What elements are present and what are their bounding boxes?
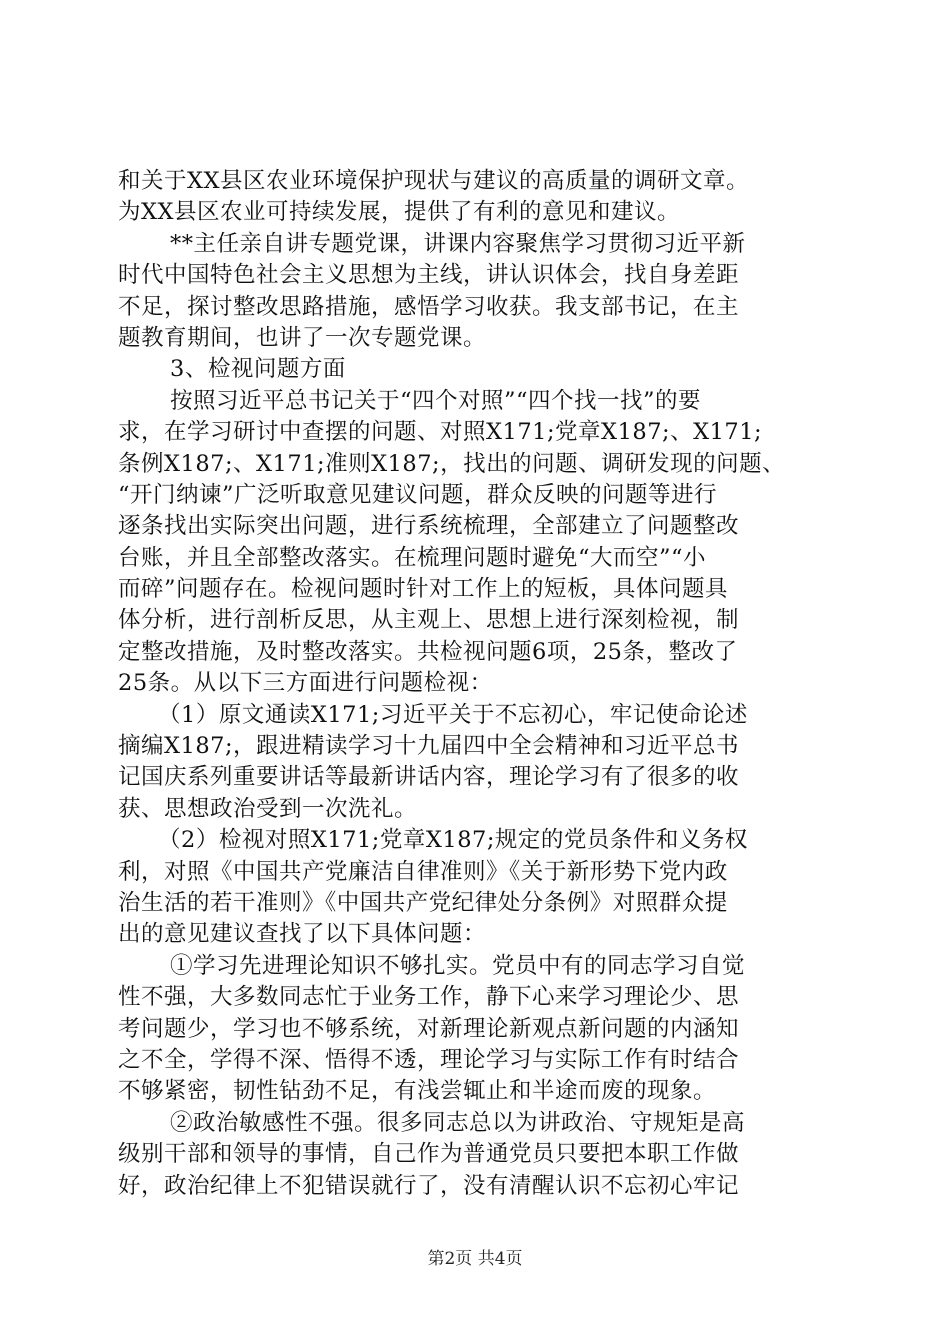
text-line: 按照习近平总书记关于“四个对照”“四个找一找”的要 <box>170 387 702 414</box>
page-footer: 第2页 共4页 <box>427 1249 523 1269</box>
text-line: 题教育期间，也讲了一次专题党课。 <box>118 324 487 351</box>
text-line: 性不强，大多数同志忙于业务工作，静下心来学习理论少、思 <box>118 984 740 1011</box>
text-line: 不足，探讨整改思路措施，感悟学习收获。我支部书记，在主 <box>118 293 740 320</box>
text-line: 之不全，学得不深、悟得不透，理论学习与实际工作有时结合 <box>118 1046 740 1073</box>
text-line: 台账，并且全部整改落实。在梳理问题时避免“大而空”“小 <box>118 544 707 571</box>
text-line: 不够紧密，韧性钻劲不足，有浅尝辄止和半途而废的现象。 <box>118 1078 717 1105</box>
text-line: 级别干部和领导的事情，自己作为普通党员只要把本职工作做 <box>118 1141 740 1168</box>
text-line: 获、思想政治受到一次洗礼。 <box>118 795 418 822</box>
text-line: 摘编X187;，跟进精读学习十九届四中全会精神和习近平总书 <box>118 733 740 760</box>
text-line: 条例X187;、X171;准则X187;，找出的问题、调研发现的问题、 <box>118 450 786 477</box>
text-line: 3、检视问题方面 <box>170 356 346 383</box>
text-line: 时代中国特色社会主义思想为主线，讲认识体会，找自身差距 <box>118 262 740 289</box>
text-line: ①学习先进理论知识不够扎实。党员中有的同志学习自觉 <box>170 952 746 979</box>
text-line: 考问题少，学习也不够系统，对新理论新观点新问题的内涵知 <box>118 1015 740 1042</box>
text-line: 求，在学习研讨中查摆的问题、对照X171;党章X187;、X171; <box>118 419 763 446</box>
text-line: ②政治敏感性不强。很多同志总以为讲政治、守规矩是高 <box>170 1109 746 1136</box>
text-line: 和关于XX县区农业环境保护现状与建议的高质量的调研文章。 <box>118 168 750 194</box>
text-line: 体分析，进行剖析反思，从主观上、思想上进行深刻检视，制 <box>118 607 740 634</box>
text-line: 逐条找出实际突出问题，进行系统梳理，全部建立了问题整改 <box>118 513 740 540</box>
text-line: 利，对照《中国共产党廉洁自律准则》《关于新形势下党内政 <box>118 858 728 885</box>
text-line: 为XX县区农业可持续发展，提供了有利的意见和建议。 <box>118 199 681 226</box>
text-line: **主任亲自讲专题党课，讲课内容聚焦学习贯彻习近平新 <box>170 230 746 257</box>
text-line: 出的意见建议查找了以下具体问题： <box>118 921 487 948</box>
document-body <box>118 166 834 1202</box>
text-line: （1）原文通读X171;习近平关于不忘初心，牢记使命论述 <box>158 701 748 728</box>
text-line: 好，政治纪律上不犯错误就行了，没有清醒认识不忘初心牢记 <box>118 1172 740 1199</box>
text-line: 25条。从以下三方面进行问题检视： <box>118 670 493 697</box>
text-line: 而碎”问题存在。检视问题时针对工作上的短板，具体问题具 <box>118 576 729 603</box>
text-line: 定整改措施，及时整改落实。共检视问题6项，25条，整改了 <box>118 638 738 665</box>
text-line: “开门纳谏”广泛听取意见建议问题，群众反映的问题等进行 <box>118 481 718 508</box>
text-line: 记国庆系列重要讲话等最新讲话内容，理论学习有了很多的收 <box>118 764 740 791</box>
text-line: 治生活的若干准则》《中国共产党纪律处分条例》对照群众提 <box>118 889 728 916</box>
text-line: （2）检视对照X171;党章X187;规定的党员条件和义务权 <box>158 827 748 854</box>
